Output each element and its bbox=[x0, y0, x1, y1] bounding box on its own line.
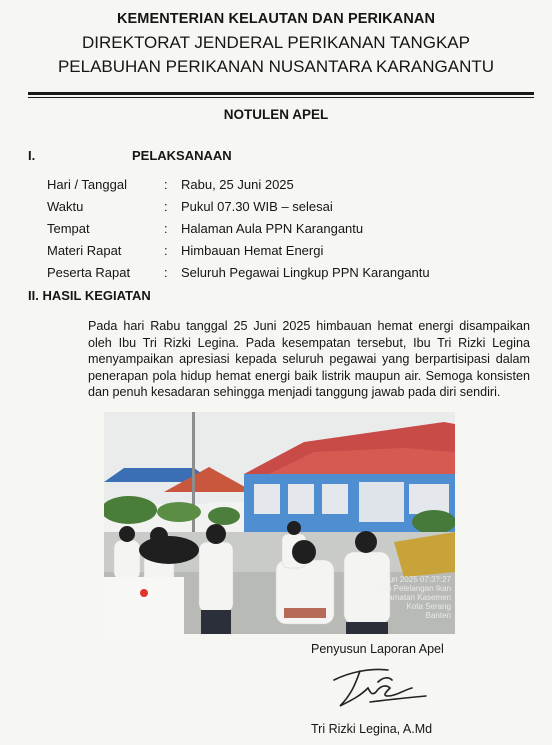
header-port: PELABUHAN PERIKANAN NUSANTARA KARANGANTU bbox=[57, 57, 495, 76]
detail-value: Rabu, 25 Juni 2025 bbox=[181, 177, 294, 192]
detail-value: Seluruh Pegawai Lingkup PPN Karangantu bbox=[181, 265, 430, 280]
detail-value: Himbauan Hemat Energi bbox=[181, 243, 324, 258]
document-title: NOTULEN APEL bbox=[223, 107, 329, 122]
detail-colon: : bbox=[164, 221, 168, 236]
signature-role: Penyusun Laporan Apel bbox=[311, 642, 444, 656]
section2-heading: II. HASIL KEGIATAN bbox=[28, 288, 151, 303]
section1-number: I. bbox=[28, 148, 36, 163]
detail-colon: : bbox=[164, 265, 168, 280]
location-marker-icon bbox=[140, 589, 148, 597]
detail-label: Waktu bbox=[47, 199, 84, 214]
section1-heading: PELAKSANAAN bbox=[132, 148, 232, 163]
activity-photo bbox=[104, 412, 455, 634]
detail-label: Peserta Rapat bbox=[47, 265, 131, 280]
header-rule-thin bbox=[28, 97, 534, 98]
detail-colon: : bbox=[164, 243, 168, 258]
photo-stamp bbox=[372, 575, 451, 620]
header-ministry: KEMENTERIAN KELAUTAN DAN PERIKANAN bbox=[116, 11, 436, 27]
detail-value: Halaman Aula PPN Karangantu bbox=[181, 221, 364, 236]
detail-value: Pukul 07.30 WIB – selesai bbox=[181, 199, 333, 214]
paragraph-text: Pada hari Rabu tanggal 25 Juni 2025 himbauan hemat energi disampaikan oleh Ibu Tri Rizki Legina. Pada kesempatan tersebut, Ibu Tri Rizki Legina menyampaikan apresiasi kepada seluruh pegawai yang berpartisipasi dalam penerapan pola hidup hemat energi baik listrik maupun air. Semoga konsisten dan penuh kesadaran sehingga menjadi tanggung jawab pada diri sendiri. bbox=[88, 319, 530, 400]
handwritten-signature bbox=[330, 662, 430, 712]
signature-name: Tri Rizki Legina, A.Md bbox=[311, 722, 433, 736]
section2-paragraph bbox=[88, 318, 530, 401]
stamp-line: Kota Serang bbox=[406, 602, 451, 611]
detail-colon: : bbox=[164, 199, 168, 214]
header-directorate: DIREKTORAT JENDERAL PERIKANAN TANGKAP bbox=[82, 33, 470, 52]
signature-icon bbox=[330, 662, 430, 712]
detail-label: Materi Rapat bbox=[47, 243, 122, 258]
detail-label: Tempat bbox=[47, 221, 90, 236]
detail-colon: : bbox=[164, 177, 168, 192]
detail-label: Hari / Tanggal bbox=[47, 177, 127, 192]
stamp-line: Jalan Pelelangan Ikan bbox=[372, 584, 451, 593]
stamp-line: Banten bbox=[425, 611, 451, 620]
stamp-line: Kecamatan Kasemen bbox=[374, 593, 451, 602]
header-rule-thick bbox=[28, 92, 534, 95]
stamp-line: Jun 2025 07:3?:27 bbox=[384, 575, 451, 584]
